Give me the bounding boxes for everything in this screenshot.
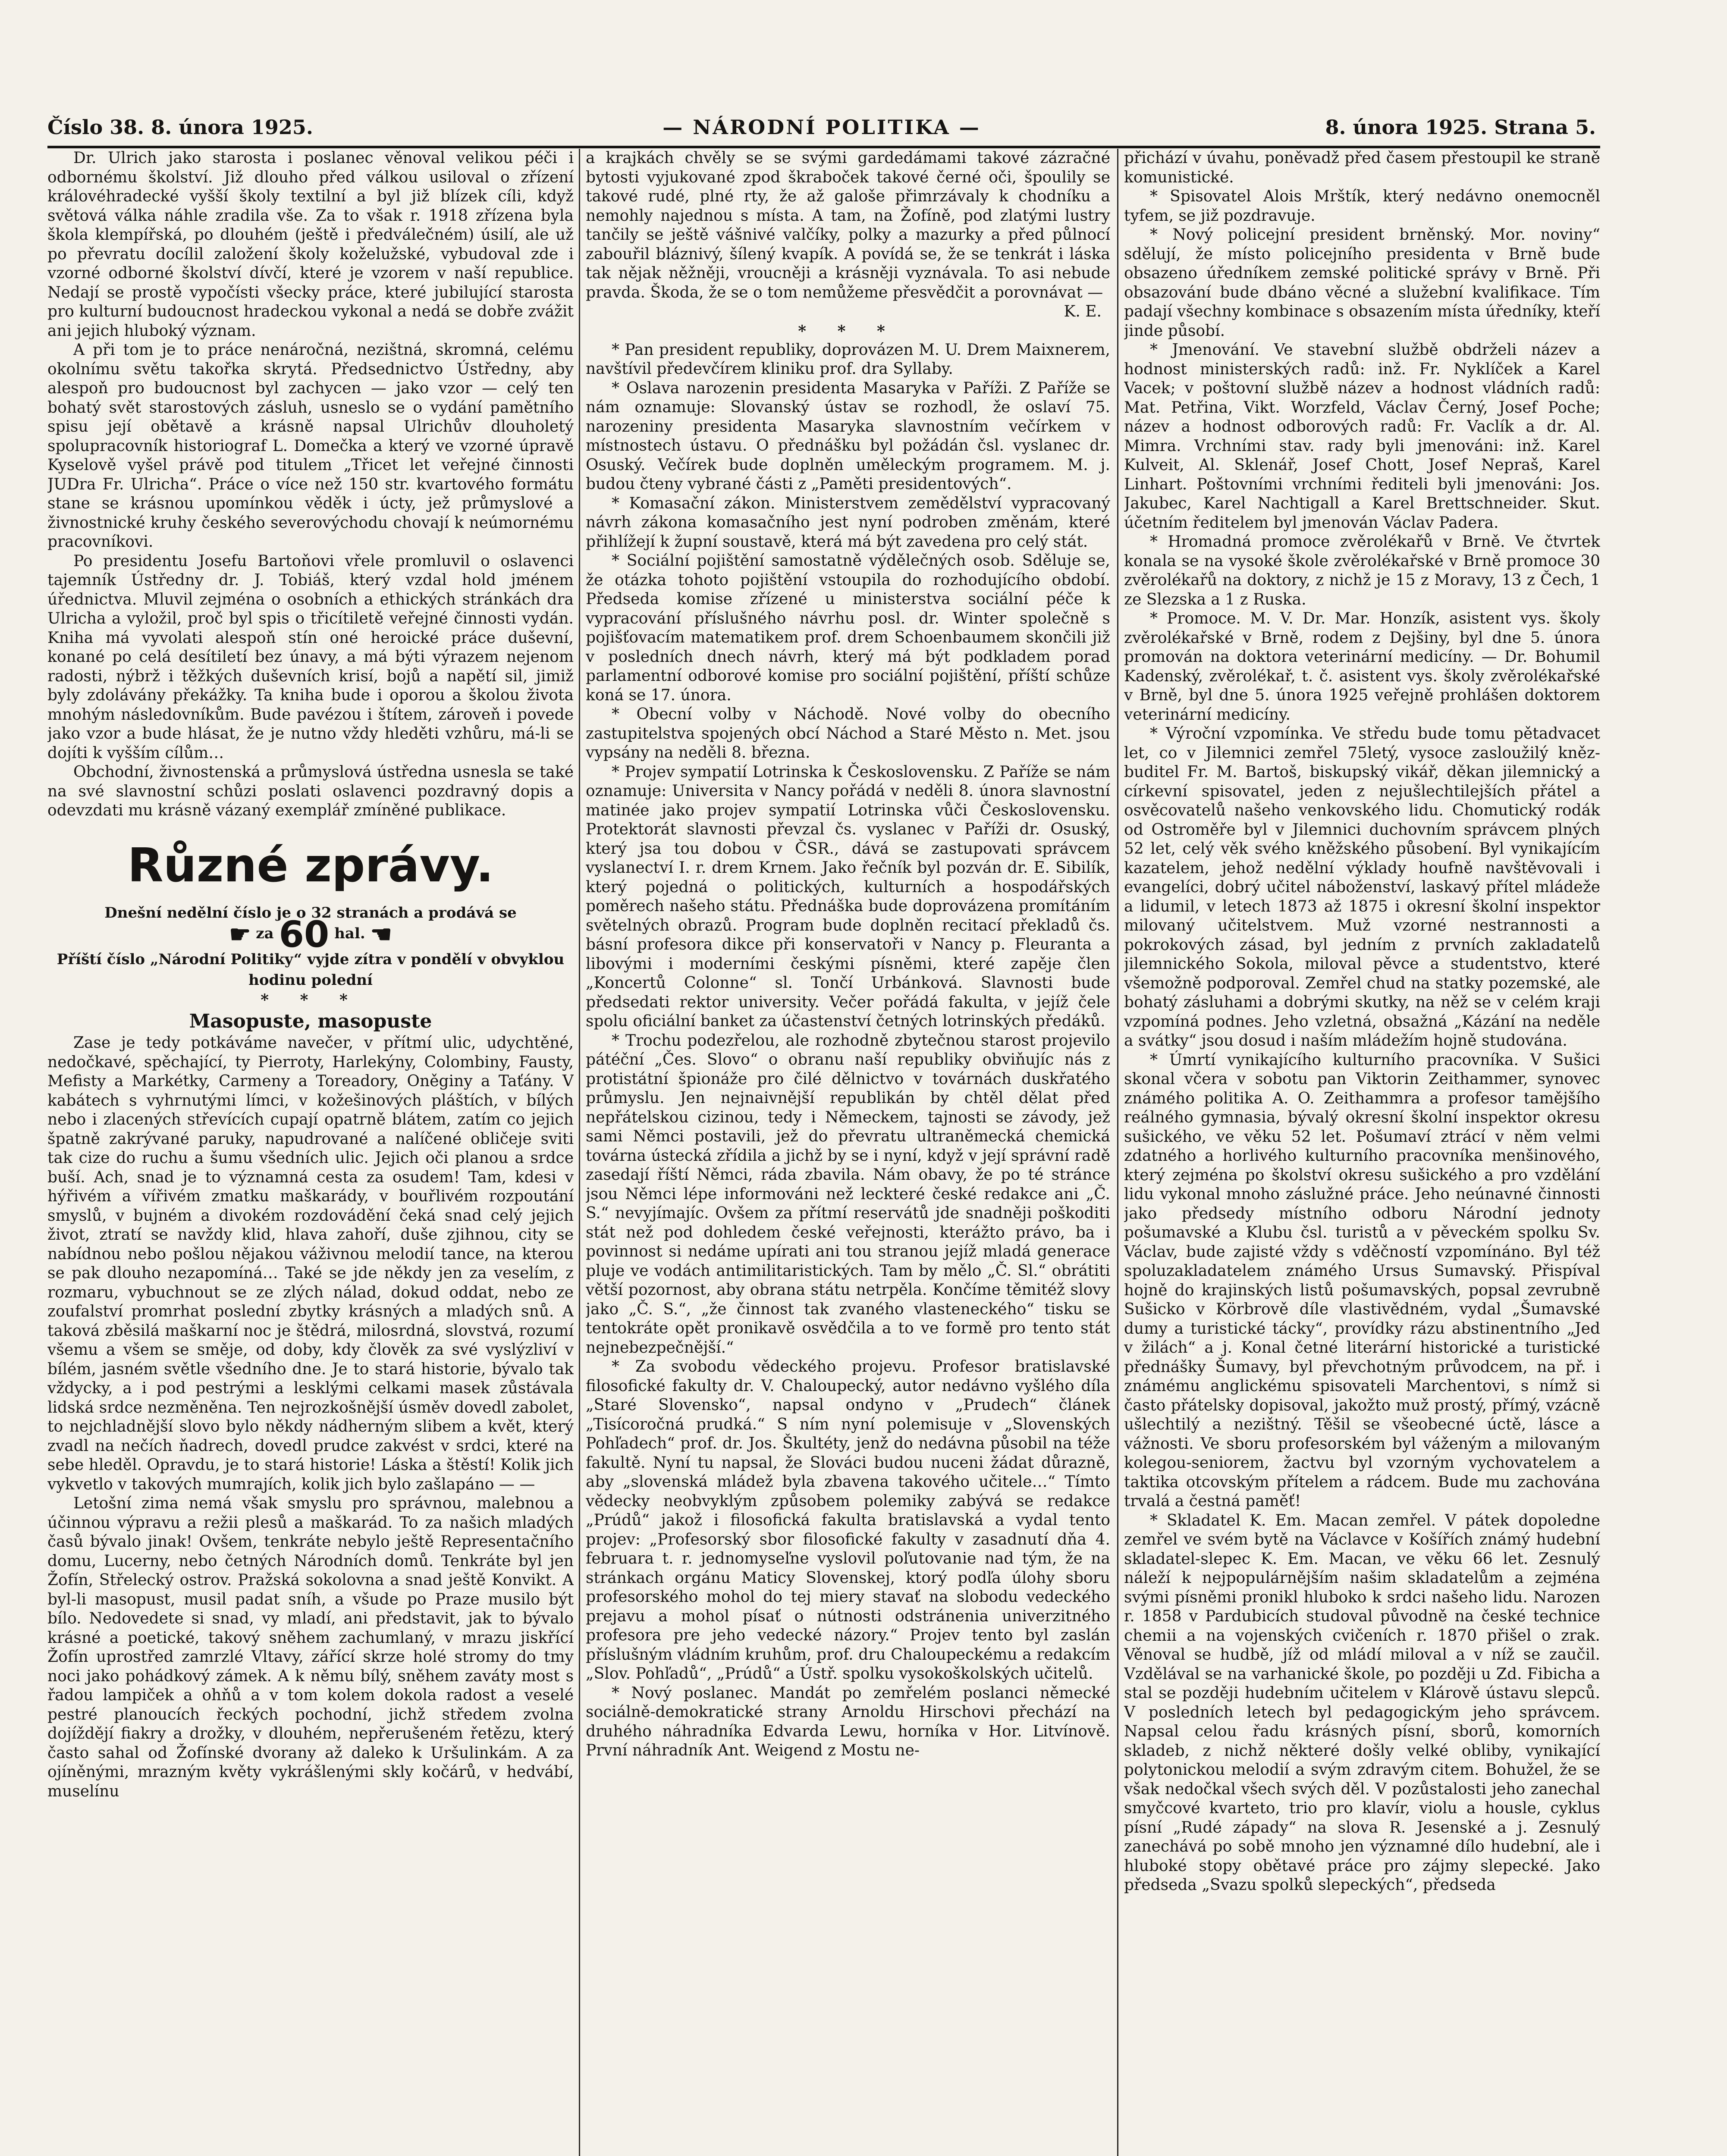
price-notice [47,903,574,956]
news-item: * Trochu podezřelou, ale rozhodně zbytečnou starost projevilo pátéční „Čes. Slovo“ o obranu naší republiky obviňujíc nás z protistátní špionáže pro čilé dělnictvo v továrnách duskřatého průmyslu. Jen nejnaivnější republikán by chtěl dělat před nepřátelskou cizinou, tedy i Německem, tajnosti se závody, jež sami Němci postavili, jež do převratu ultraněmecká chemická továrna ústecká zřídila a jichž by se i nyní, když v její správní radě zasedají říští Němci, ráda zbavila. Nám obavy, že po té stránce jsou Němci lépe informováni než leckteré české redakce ani „Č. S.“ nevyjímajíc. Ovšem za přítmí reservátů jde snadněji poškoditi stát než pod dohledem české veřejnosti, kterážto právo, ba i povinnost si nedáme upírati ani tou stranou jejíž mladá generace pluje ve vodách antimilitaristických. Tam by mělo „Č. Sl.“ obrátiti větší pozornost, aby obrana státu netrpěla. Končíme těmitéž slovy jako „Č. S.“, „že činnost tak zvaného vlasteneckého“ tisku se tentokráte opět pronikavě osvědčila a to ve formě pro tento stát nejnebezpečnější.“ [586,1031,1110,1357]
news-item: * Hromadná promoce zvěrolékařů v Brně. Ve čtvrtek konala se na vysoké škole zvěrolékařské v Brně promoce 30 zvěrolékařů na doktory, z nichž je 15 z Moravy, 13 z Čech, 1 ze Slezska a 1 z Ruska. [1124,533,1600,608]
price-word: za [256,924,274,942]
news-item: * Za svobodu vědeckého projevu. Profesor bratislavské filosofické fakulty dr. V. Chaloupecký, autor nedávno vyšlého díla „Staré Slovensko“, napsal ondyno v „Prudech“ článek „Tisícoročná prudká.“ S ním nyní polemisuje v „Slovenských Pohľadech“ prof. dr. Jos. Škultéty, jenž do nedávna působil na téže fakultě. Nyní tu napsal, že Slováci budou nuceni žádat důrazně, aby „slovenská mládež byla zbavena takového učitele…“ Tímto vědecky neobvyklým způsobem polemiky zabývá se redakce „Prúdů“ jakož i filosofická fakulta bratislavská a vydal tento projev: „Profesorský sbor filosofické fakulty v zasadnutí dňa 4. februara t. r. jednomyseľne vyslovil poľutovanie nad tým, že na stránkach orgánu Maticy Slovenskej, ktorý podľa úlohy sboru profesorského mohol do tej miery stavať na slobodu vedeckého prejavu a mohol písať o nútnosti odstránenia univerzitného profesora pre jeho vedecké názory.“ Projev tento byl zaslán příslušným vládním kruhům, prof. dru Chaloupeckému a redakcím „Slov. Pohľadů“, „Prúdů“ a Ústř. spolku vysokoškolských učitelů. [586,1358,1110,1683]
paragraph: přichází v úvahu, poněvadž před časem přestoupil ke straně komunistické. [1124,149,1600,186]
author-signature: K. E. [1064,303,1102,320]
page-header [47,108,1596,147]
news-item: * Obecní volby v Náchodě. Nové volby do obecního zastupitelstva spojených obcí Náchod a Staré Město n. Met. jsou vypsány na neděli 8. března. [586,705,1110,761]
article-title: Masopuste, masopuste [189,1010,432,1032]
news-item: * Jmenování. Ve stavební službě obdrželi název a hodnost ministerských radů: inž. Fr. Nyklíček a Karel Vacek; v poštovní službě název a hodnost vládních radů: Mat. Petřina, Vikt. Worzfeld, Václav Černý, Josef Poche; název a hodnost odborových radů: Fr. Vaclík a dr. Al. Mimra. Vrchními stav. rady byli jmenováni: inž. Karel Kulveit, Al. Sklenář, Josef Chott, Josef Nepraš, Karel Linhart. Poštovními vrchními řediteli byli jmenováni: Jos. Jakubec, Karel Nachtigall a Karel Brettschneider. Skut. účetním ředitelem byl jmenován Václav Padera. [1124,341,1600,532]
paragraph: a krajkách chvěly se se svými gardedámami takové zázračné bytosti vyjukované zpod škraboček takové černé oči, špoulily se takové rudé, plné rty, že až galoše přimrzávaly k chodníku a nemohly najednou s místa. A tam, na Žofíně, pod zlatými lustry tančily se ještě vášnivé valčíky, polky a mazurky a před půlnocí zabouřil bláznivý, šílený kvapík. A povídá se, že se tenkrát i láska tak nějak něžněji, vroucněji a krásněji vyznávala. To asi nebude pravda. Škoda, že se o tom nemůžeme přesvědčit a porovnávat — [586,149,1110,301]
paragraph: Po presidentu Josefu Bartoňovi vřele promluvil o oslavenci tajemník Ústředny dr. J. Tobiáš, který vzdal hold jménem úřednictva. Mluvil zejména o osobních a ethických stránkách dra Ulricha a vyložil, proč byl spis o třicítiletě veřejné činnosti vydán. Kniha má vyvolati alespoň stín oné heroické práce duševní, konané po celá desítiletí bez únavy, a má býti výrazem nejenom radosti, nýbrž i těžkých duševních krisí, bojů a napětí sil, jimiž byly zdolávány překážky. Ta kniha bude i oporou a školou života mnohým následovníkům. Bude pavézou i štítem, zároveň i povede jako vzor a bude hlásat, že je nutno vždy hleděti vzhůru, má-li se dojíti k vyšším cílům… [47,552,574,762]
column-2 [586,149,1110,2156]
news-item: * Komasační zákon. Ministerstvem zemědělství vypracovaný návrh zákona komasačního jest nyní podroben změnám, které přihlížejí k župní soustavě, která má být zavedena pro celý stát. [586,494,1110,551]
news-item: * Sociální pojištění samostatně výdělečných osob. Sděluje se, že otázka tohoto pojištění vstoupila do rozhodujícího období. Předseda komise zřízené u ministerstva sociální péče k vypracování příslušného návrhu posl. dr. Winter společně s pojišťovacím matematikem prof. drem Schoenbaumem skončili již v posledních dnech návrh, který má být podkladem porad parlamentní odborové komise pro sociální pojištění, příští schůze koná se 17. února. [586,552,1110,704]
paragraph: Obchodní, živnostenská a průmyslová ústředna usnesla se také na své slavnostní schůzi poslati oslavenci pozdravný dopis a odevzdati mu krásně vázaný exemplář zmíněné publikace. [47,763,574,819]
header-rule [47,146,1600,148]
notice-text: Dnešní nedělní číslo je o 32 stranách a prodává se [104,904,517,921]
section-title: Různé zprávy. [127,838,494,893]
column-3 [1124,149,1600,2156]
news-item: * Nový poslanec. Mandát po zemřelém poslanci německé sociálně-demokratické strany Arnoldu Hirschovi přechází na druhého náhradníka Edvarda Lewu, horníka v Hor. Litvínově. První náhradník Ant. Weigend z Mostu ne- [586,1684,1110,1759]
issue-number-date: Číslo 38. 8. února 1925. [47,116,313,139]
news-item: * Projev sympatií Lotrinska k Československu. Z Paříže se nám oznamuje: Universita v Nancy pořádá v neděli 8. února slavnostní matinée jako projev sympatií Lotrinska vůči Československu. Protektorát slavnosti převzal čs. vyslanec v Paříži dr. Osuský, který jsa tou dobou v ČSR., dává se zastupovati správcem vyslanectví I. r. drem Krnem. Jako řečník byl pozván dr. E. Sibilík, který pojedná o politických, kulturních a hospodářských poměrech našeho státu. Přednáška bude doprovázena promítáním světelných obrazů. Program bude doplněn recitací překladů čs. básní profesora dikce při konservatoři v Nancy p. Fleuranta a libovými i moderními českými písněmi, které zapěje člen „Koncertů Colonne“ sl. Tončí Urbánková. Slavnosti bude předsedati rektor university. Večer pořádá fakulta, v jejíž čele spolu oficiální banket za účastenství četných lotrinských předáků. [586,763,1110,1030]
column-divider [1117,149,1118,2156]
paragraph: Dr. Ulrich jako starosta i poslanec věnoval velikou péči i odbornému školství. Již dlouho před válkou usiloval o zřízení královéhradecké vyšší školy textilní a byl již blízek cíli, když světová válka náhle zradila vše. Za to však r. 1918 zřízena byla škola klempířská, po dlouhém (ještě i předválečném) úsilí, ale už po převratu docílil založení školy koželužské, vybudoval zde i vzorné odborné školství dívčí, které je vzorem v naší republice. Nedají se prostě vypočísti všecky práce, které jubilující starosta pro kulturní budoucnost hradeckou vykonal a nedá se dobře zvážit ani jejich hluboký význam. [47,149,574,340]
column-1 [47,149,574,2156]
price-unit: hal. [334,924,365,942]
pointing-hand-left-icon: ☚ [370,920,392,949]
pointing-hand-right-icon: ☛ [229,920,251,949]
newspaper-title: — NÁRODNÍ POLITIKA — [663,116,981,139]
price-number: 60 [279,913,330,956]
news-item: * Spisovatel Alois Mrštík, který nedávno onemocněl tyfem, se již pozdravuje. [1124,188,1600,225]
paragraph: Zase je tedy potkáváme navečer, v přítmí ulic, udychtěné, nedočkavé, spěchající, ty Pierroty, Harlekýny, Colombiny, Fausty, Mefisty a Markétky, Carmeny a Toreadory, Oněginy a Taťány. V kabátech s vyhrnutými límci, v kožešinových pláštích, v bílých nebo i zlacených střevících cupají opatrně blátem, zatím co jejich špatně zakrývané paruky, napudrované a nalíčené obličeje sviti tak cize do ruchu a šumu všedních ulic. Jejich oči planou a srdce buší. Ach, snad je to významná cesta za osudem! Tam, kdesi v hýřivém a vířivém zmatku maškarády, v bouřlivém rozpoutání smyslů, v bujném a divokém rozdovádění čeká snad celý jejich život, ztratí se navždy klid, hlava zahoří, duše zjihnou, city se nabídnou nebo pošlou nějakou váživnou melodií tance, na kterou se pak dlouho nezapomíná… Také se jde někdy jen za veselím, z rozmaru, vybuchnout se ze zlých nálad, dokud oddat, nebo ze zoufalství promrhat poslední zbytky krásných a mladých snů. A taková zběsilá maškarní noc je štědrá, milosrdná, slovstvá, rozumí všemu a všem se směje, od doby, kdy člověk za své vyslýzliví v bílém, jasném světle všedního dne. Je to stará historie, bývalo tak vždycky, a i pod pestrými a lesklými celkami masek zůstávala lidská srdce nezměněna. Ten nejrozkošnější úsměv dovedl zabolet, to nejchladnější slovo bylo někdy nádherným slibem a květ, který zvadl na nečích ňadrech, dovedl prudce zakvést v srdci, které na sebe hleděl. Opravdu, je to stará historie! Láska a štěstí! Kolik jich vykvetlo v takových mumrajích, kolik jich bylo zašlapáno — — [47,1034,574,1493]
news-item: * Pan president republiky, doprovázen M. U. Drem Maixnerem, navštívil předevčírem kliniku prof. dra Syllaby. [586,341,1110,378]
news-item: * Oslava narozenin presidenta Masaryka v Paříži. Z Paříže se nám oznamuje: Slovanský ústav se rozhodl, že oslaví 75. narozeniny presidenta Masaryka slavnostním večírkem v místnostech ústavu. O přednášku byl požádán čsl. vyslanec dr. Osuský. Večírek bude doplněn uměleckým programem. M. j. budou čteny vybrané části z „Paměti presidentových“. [586,379,1110,493]
paragraph: A při tom je to práce nenáročná, nezištná, skromná, celému okolnímu světu takořka skrytá. Předsednictvo Ústředny, aby alespoň pro budoucnost byl zachycen — jako vzor — celý ten bohatý svět starostových zásluh, usneslo se o vydání pamětního spisu její obětavě a krásně napsal Ulrichův dlouholetý spolupracovník historiograf L. Domečka a který ve vzorné úpravě Kyselově vyšel právě pod titulem „Třicet let veřejné činnosti JUDra Fr. Ulricha“. Práce o více než 150 str. kvartového formátu stane se krásnou upomínkou věděk i úcty, jež průmyslové a živnostnické kruhy českého severovýchodu chovají k neúmornému pracovníkovi. [47,341,574,551]
separator-stars: * * * [261,990,361,1009]
paragraph: Letošní zima nemá však smyslu pro správnou, malebnou a účinnou výpravu a režii plesů a maškarád. To za našich mladých časů bývalo jinak! Ovšem, tenkráte nebylo ještě Representačního domu, Lucerny, nebo četných Národních domů. Tenkráte byl jen Žofín, Střelecký ostrov. Pražská sokolovna a snad ještě Konvikt. A byl-li masopust, musil padat sníh, a všude po Praze musilo být bílo. Nedovedete si snad, vy mladí, ani představit, jak to bývalo krásné a poetické, takový sněhem zachumlaný, v mrazu jiskřící Žofín uprostřed zamrzlé Vltavy, zářící skrze holé stromy do tmy noci jako pohádkový zámek. A k němu bílý, sněhem zaváty most s řadou lampiček a ohňů a v tom kolem dokola radost a veselé pestré planoucích řeckých pochodní, jichž středem zvolna dojíždějí fiakry a drožky, v dlouhém, nepřerušeném řetězu, který často sahal od Žofínské dvorany až daleko k Uršulinkám. A za ojíněnými, mrazným květy vykrášlenými skly kočárů, v hedvábí, muselínu [47,1495,574,1800]
separator-stars: * * * [798,322,898,340]
news-item: * Promoce. M. V. Dr. Mar. Honzík, asistent vys. školy zvěrolékařské v Brně, rodem z Dejšiny, byl dne 5. února promován na doktora veterinární medicíny. — Dr. Bohumil Kadenský, zvěrolékař, t. č. asistent vys. školy zvěrolékařské v Brně, byl dne 5. února 1925 veřejně prohlášen doktorem veterinární medicíny. [1124,610,1600,724]
news-item: * Skladatel K. Em. Macan zemřel. V pátek dopoledne zemřel ve svém bytě na Václavce v Košířích známý hudební skladatel-slepec K. Em. Macan, ve věku 66 let. Zesnulý náleží k nejpopulárnějším našim skladatelům a zejména svými písněmi pronikl hluboko k srdci našeho lidu. Narozen r. 1858 v Pardubicích studoval původně na české technice chemii a na vojenských cvičeních r. 1870 přišel o zrak. Věnoval se hudbě, jíž od mládí miloval a v níž se zaučil. Vzdělával se na varhanické škole, po později u Zd. Fibicha a stal se později hudebním učitelem v Klárově ústavu slepců. V posledních letech byl pedagogickým jeho správcem. Napsal celou řadu krásných písní, sborů, komorních skladeb, z nichž některé došly velké obliby, vynikající polytonickou melodií a svým zdravým citem. Bohužel, že se však nedočkal všech svých děl. V pozůstalosti jeho zanechal smyčcové kvarteto, trio pro klavír, violu a housle, cyklus písní „Rudé západy“ na slova R. Jesenské a j. Zesnulý zanechává po sobě mnoho jen významné dílo hudební, ale i hluboké stopy obětavé práce pro zájmy slepecké. Jako předseda „Svazu spolků slepeckých“, předseda [1124,1511,1600,1894]
column-divider [579,149,580,2156]
next-issue-notice: Příští číslo „Národní Politiky“ vyjde zítra v pondělí v obvyklou hodinu polední [57,950,565,989]
news-item: * Úmrtí vynikajícího kulturního pracovníka. V Sušici skonal včera v sobotu pan Viktorin Zeithammer, synovec známého politika A. O. Zeithammra a profesor tamějšího reálného gymnasia, bývalý okresní školní inspektor okresu sušického, ve věku 52 let. Pošumaví ztrácí v něm velmi zdatného a horlivého kulturního pracovníka menšinového, který zejména po školství okresu sušického a pro vzdělání lidu vykonal mnoho záslužné práce. Jeho neúnavné činnosti jako předsedy místního odboru Národní jednoty pošumavské a Klubu čsl. turistů a v pěveckém spolku Sv. Václav, bude zajisté vždy s vděčností vzpomínáno. Byl též spoluzakladatelem známého Ursus Sumavský. Přispíval hojně do krajinských listů pošumavských, popsal zevrubně Sušicko v Körbrově díle vlastivědném, vydal „Šumavské dumy a turistické tácky“, provídky rázu abstinentního „Jed v žilách“ a j. Konal četné literární historické a turistické přednášky Šumavy, byl převchotným průvodcem, na př. i známému anglickému spisovateli Marchentovi, s nímž si často přátelsky dopisoval, jakožto muž prostý, přímý, vzácně ušlechtilý a nezištný. Těšil se všeobecné úctě, lásce a vážnosti. Ve sboru profesorském byl váženým a milovaným kolegou-seniorem, žactvu byl vzorným vychovatelem a taktika otcovským přítelem a rádcem. Bude mu zachována trvalá a čestná paměť! [1124,1051,1600,1510]
news-item: * Nový policejní president brněnský. Mor. noviny“ sdělují, že místo policejního presidenta v Brně bude obsazeno úředníkem zemské politické správy v Brně. Při obsazování bude dbáno věcné a služební kvalifikace. Tím padají všechny kombinace s obsazením místa úředníky, kteří jinde působí. [1124,226,1600,340]
page-date-number: 8. února 1925. Strana 5. [1325,116,1596,139]
news-item: * Výroční vzpomínka. Ve středu bude tomu pětadvacet let, co v Jilemnici zemřel 75letý, vysoce zasloužilý kněz-buditel Fr. M. Bartoš, biskupský vikář, děkan jilemnický a církevní spisovatel, jeden z nejušlechtilejších přátel a osvěcovatelů našeho venkovského lidu. Chomutický rodák od Ostroměře byl v Jilemnici duchovním správcem plných 52 let, celý věk svého kněžského působení. Byl vynikajícím kazatelem, jehož nedělní výklady houfně navštěvovali i evangelíci, dobrý učitel náboženství, laskavý přítel mládeže a lidumil, v letech 1873 až 1875 i okresní školní inspektor milovaný učitelstvem. Muž vzorné nestrannosti a pokrokových zásad, byl jedním z prvních zakladatelů jilemnického Sokola, miloval pěvce a studentstvo, které všemožně podporoval. Zemřel chud na statky pozemské, ale bohatý zásluhami a dobrými skutky, na něž se v celém kraji vzpomíná podnes. Jeho vzletná, obsažná „Kázání na neděle a svátky“ jsou dosud i naším mládežím hojně studována. [1124,725,1600,1050]
